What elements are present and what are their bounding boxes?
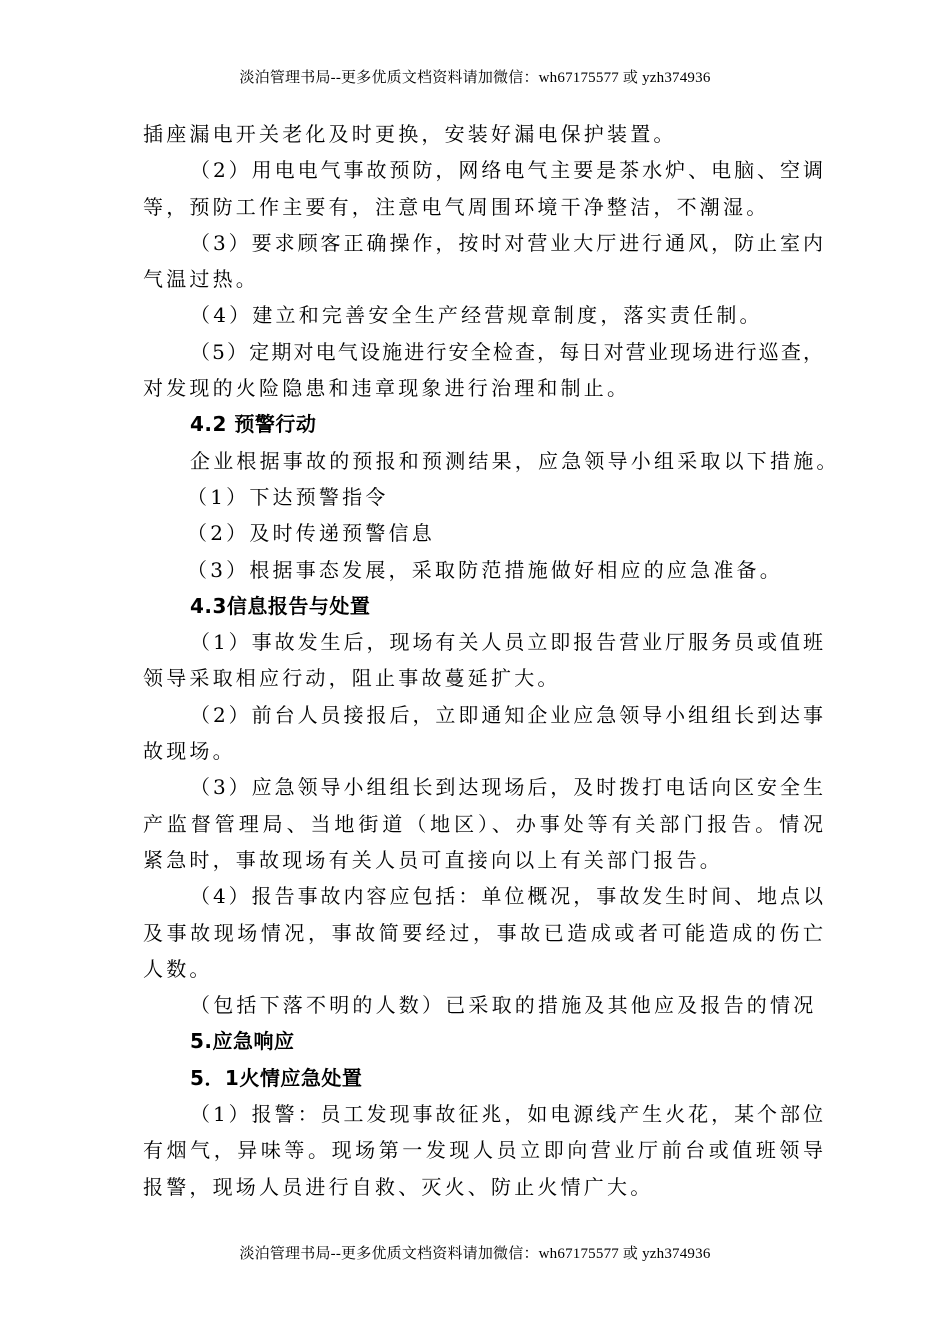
paragraph-line — [143, 116, 823, 152]
line-text: 故现场。 — [143, 739, 236, 764]
line-text: 对发现的火险隐患和违章现象进行治理和制止。 — [143, 376, 631, 401]
line-text: （1）报警：员工发现事故征兆，如电源线产生火花，某个部位 — [190, 1102, 823, 1127]
line-text: 有烟气，异味等。现场第一发现人员立即向营业厅前台或值班领导 — [143, 1138, 823, 1163]
section-heading-5-1 — [143, 1060, 823, 1096]
line-text: 插座漏电开关老化及时更换，安装好漏电保护装置。 — [143, 122, 677, 146]
document-body — [143, 116, 840, 1205]
line-text: （1）事故发生后，现场有关人员立即报告营业厅服务员或值班 — [190, 630, 823, 655]
line-text: 产监督管理局、当地街道（地区）、办事处等有关部门报告。情况 — [143, 811, 823, 836]
heading-text: 4.3信息报告与处置 — [190, 593, 371, 618]
line-text: （1）下达预警指令 — [187, 484, 389, 509]
section-heading-5 — [143, 1023, 823, 1059]
line-text: （2）用电电气事故预防，网络电气主要是茶水炉、电脑、空调 — [190, 158, 823, 183]
list-item — [143, 515, 823, 551]
section-heading-4-3 — [143, 588, 823, 624]
line-text: 人数。 — [143, 956, 213, 981]
list-item — [143, 552, 823, 588]
page-header-watermark: 淡泊管理书局--更多优质文档资料请加微信：wh67175577 或 yzh374936 — [239, 70, 711, 86]
heading-text: 5.应急响应 — [190, 1029, 295, 1054]
heading-text: 4.2 预警行动 — [190, 412, 317, 437]
line-text: （5）定期对电气设施进行安全检查，每日对营业现场进行巡查， — [190, 339, 823, 364]
line-text: （4）报告事故内容应包括：单位概况，事故发生时间、地点以 — [190, 884, 823, 909]
paragraph-line — [143, 987, 823, 1023]
paragraph-line — [143, 370, 823, 406]
list-item — [143, 479, 823, 515]
line-text: 及事故现场情况，事故简要经过，事故已造成或者可能造成的伤亡 — [143, 920, 823, 945]
paragraph-line — [143, 225, 823, 261]
page-footer-watermark: 淡泊管理书局--更多优质文档资料请加微信：wh67175577 或 yzh374936 — [239, 1246, 711, 1262]
paragraph-line — [143, 842, 823, 878]
paragraph-line — [143, 733, 823, 769]
line-text: 报警，现场人员进行自救、灭火、防止火情广大。 — [143, 1174, 654, 1199]
line-text: （2）前台人员接报后，立即通知企业应急领导小组组长到达事 — [190, 702, 823, 727]
line-text: 紧急时，事故现场有关人员可直接向以上有关部门报告。 — [143, 847, 723, 872]
paragraph-line — [143, 769, 823, 805]
paragraph-line — [143, 806, 823, 842]
line-text: 气温过热。 — [143, 267, 259, 292]
section-heading-4-2 — [143, 406, 823, 442]
paragraph-line — [143, 915, 823, 951]
paragraph-line — [143, 297, 823, 333]
line-text: （3）应急领导小组组长到达现场后，及时拨打电话向区安全生 — [190, 775, 823, 800]
paragraph-line — [143, 660, 823, 696]
line-text: （3）要求顾客正确操作，按时对营业大厅进行通风，防止室内 — [190, 230, 823, 255]
line-text: 领导采取相应行动，阻止事故蔓延扩大。 — [143, 666, 561, 691]
line-text: （3）根据事态发展，采取防范措施做好相应的应急准备。 — [187, 557, 783, 582]
paragraph-line — [143, 189, 823, 225]
paragraph-line — [143, 152, 823, 188]
paragraph-line — [143, 261, 823, 297]
paragraph-line — [143, 1169, 823, 1205]
paragraph-line — [143, 624, 823, 660]
paragraph-line — [143, 697, 823, 733]
paragraph-line — [143, 334, 823, 370]
heading-text: 5．1火情应急处置 — [190, 1065, 363, 1090]
line-text: （4）建立和完善安全生产经营规章制度，落实责任制。 — [190, 303, 763, 328]
paragraph-line — [143, 878, 823, 914]
line-text: （2）及时传递预警信息 — [187, 521, 435, 546]
paragraph-line — [143, 443, 840, 479]
paragraph-line — [143, 1096, 823, 1132]
line-text: 企业根据事故的预报和预测结果，应急领导小组采取以下措施。 — [190, 448, 840, 473]
line-text: （包括下落不明的人数）已采取的措施及其他应及报告的情况 — [190, 993, 817, 1018]
line-text: 等，预防工作主要有，注意电气周围环境干净整洁，不潮湿。 — [143, 194, 770, 219]
paragraph-line — [143, 951, 823, 987]
paragraph-line — [143, 1132, 823, 1168]
